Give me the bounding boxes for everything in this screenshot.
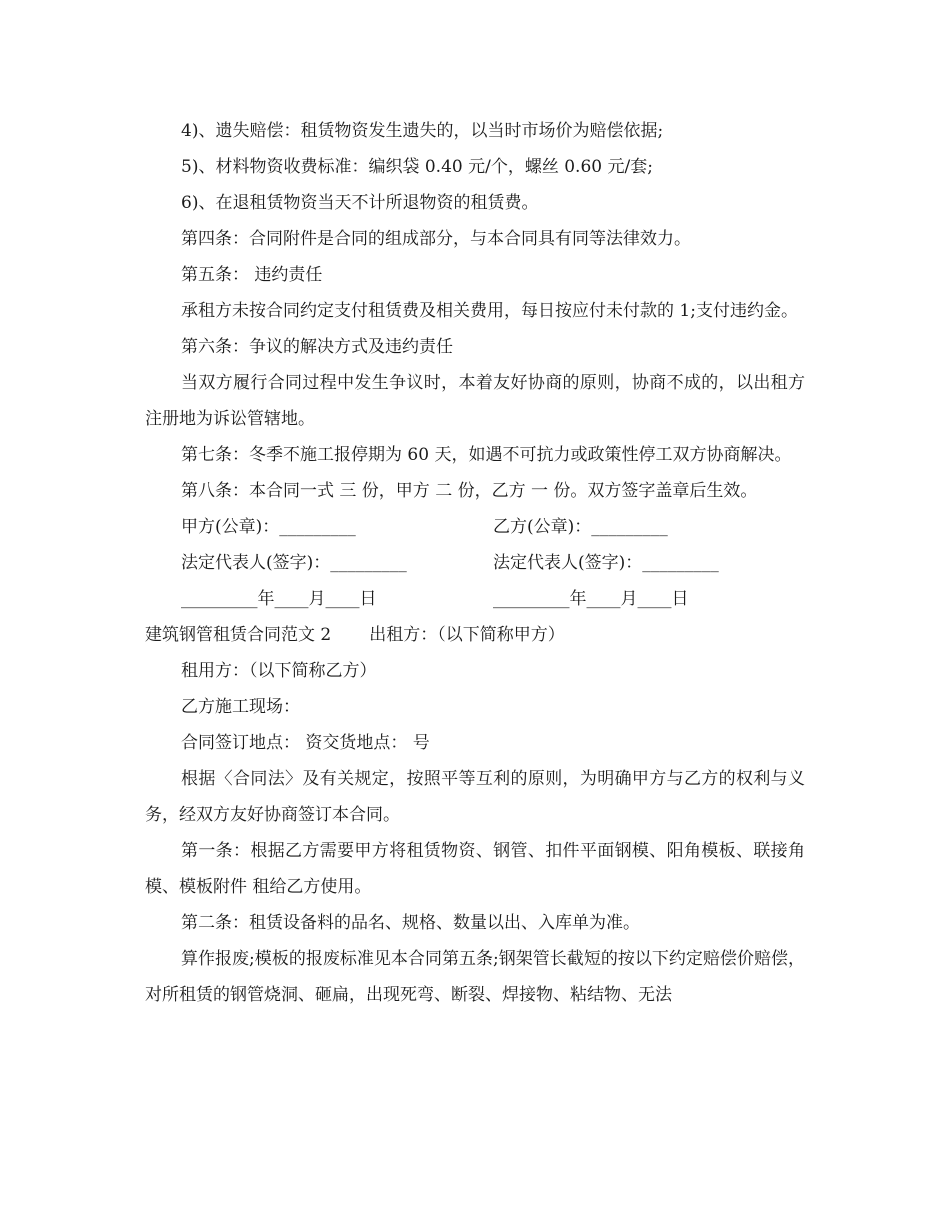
doc2-clause-2: 第二条：租赁设备料的品名、规格、数量以出、入库单为准。 bbox=[181, 913, 640, 933]
clause-5-body: 承租方未按合同约定支付租赁费及相关费用，每日按应付未付款的 1;支付违约金。 bbox=[181, 301, 798, 321]
signature-row-seal bbox=[145, 509, 805, 545]
document-body bbox=[145, 113, 805, 1013]
party-b-rep: 法定代表人(签字)：_________ bbox=[493, 553, 719, 573]
doc2-signing-place: 合同签订地点： 资交货地点： 号 bbox=[181, 733, 430, 753]
doc2-basis: 根据〈合同法〉及有关规定，按照平等互利的原则，为明确甲方与乙方的权利与义务，经双方友好协商签订本合同。 bbox=[145, 769, 805, 825]
party-b-date: _________年____月____日 bbox=[493, 589, 689, 609]
item-material-fees: 5)、材料物资收费标准：编织袋 0.40 元/个，螺丝 0.60 元/套; bbox=[181, 157, 653, 177]
party-a-seal: 甲方(公章)：_________ bbox=[181, 517, 356, 537]
doc2-site: 乙方施工现场： bbox=[181, 697, 300, 717]
doc2-scrap-terms: 算作报废;模板的报废标准见本合同第五条;钢架管长截短的按以下约定赔偿价赔偿，对所租赁的钢管烧洞、砸扁，出现死弯、断裂、焊接物、粘结物、无法 bbox=[145, 949, 805, 1005]
signature-row-date bbox=[145, 581, 805, 617]
doc2-clause-1: 第一条：根据乙方需要甲方将租赁物资、钢管、扣件平面钢模、阳角模板、联接角模、模板附件 租给乙方使用。 bbox=[145, 841, 805, 897]
clause-5-title: 第五条： 违约责任 bbox=[181, 265, 323, 285]
item-return-day: 6)、在退租赁物资当天不计所退物资的租赁费。 bbox=[181, 193, 539, 213]
clause-6-title: 第六条：争议的解决方式及违约责任 bbox=[181, 337, 453, 357]
party-a-date: _________年____月____日 bbox=[181, 589, 377, 609]
doc2-lessor: 出租方：（以下简称甲方） bbox=[369, 625, 565, 645]
item-loss-compensation: 4)、遗失赔偿：租赁物资发生遗失的，以当时市场价为赔偿依据; bbox=[181, 121, 664, 141]
clause-6-body: 当双方履行合同过程中发生争议时，本着友好协商的原则，协商不成的，以出租方注册地为诉讼管辖地。 bbox=[145, 373, 805, 429]
signature-row-rep bbox=[145, 545, 805, 581]
doc2-lessee: 租用方：（以下简称乙方） bbox=[181, 661, 377, 681]
party-b-seal: 乙方(公章)：_________ bbox=[493, 517, 668, 537]
doc2-title: 建筑钢管租赁合同范文 2 bbox=[145, 625, 332, 645]
clause-7: 第七条：冬季不施工报停期为 60 天，如遇不可抗力或政策性停工双方协商解决。 bbox=[181, 445, 792, 465]
clause-8: 第八条：本合同一式 三 份，甲方 二 份，乙方 一 份。双方签字盖章后生效。 bbox=[181, 481, 758, 501]
party-a-rep: 法定代表人(签字)：_________ bbox=[181, 553, 407, 573]
clause-4: 第四条：合同附件是合同的组成部分，与本合同具有同等法律效力。 bbox=[181, 229, 691, 249]
doc2-title-line bbox=[145, 617, 805, 653]
